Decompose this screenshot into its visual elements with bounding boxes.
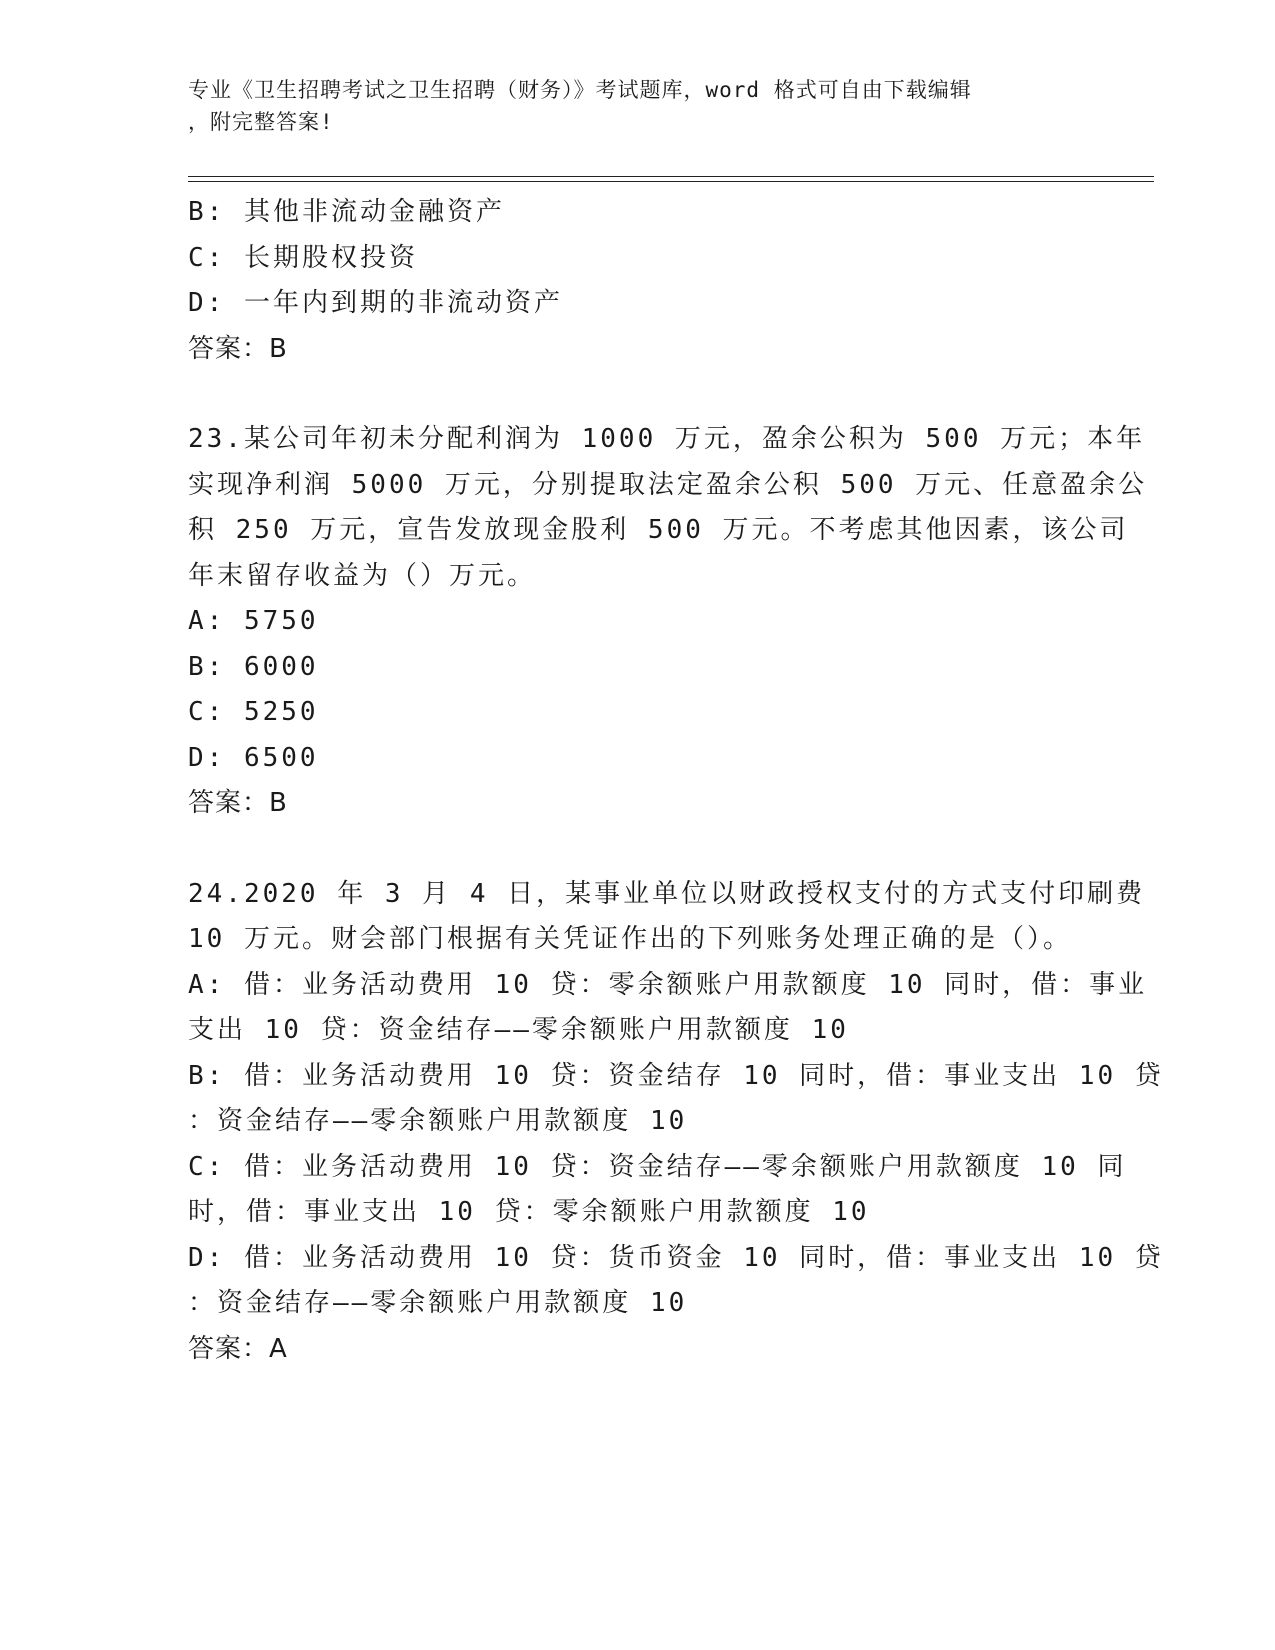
option-b-line: B: 借：业务活动费用 10 贷：资金结存 10 同时，借：事业支出 10 贷 (188, 1060, 1164, 1091)
option-b-line: ：资金结存——零余额账户用款额度 10 (188, 1106, 688, 1136)
option-c: C: 5250 (188, 697, 319, 727)
option-d: D: 6500 (188, 742, 319, 773)
option-a-line: 支出 10 贷：资金结存——零余额账户用款额度 10 (188, 1015, 849, 1045)
answer: 答案：A (188, 1333, 288, 1364)
document-body (188, 190, 1164, 1372)
header-line-2: ，附完整答案! (188, 110, 334, 134)
option-d-line: D: 借：业务活动费用 10 贷：货币资金 10 同时，借：事业支出 10 贷 (188, 1242, 1164, 1273)
question-stem-line: 23.某公司年初未分配利润为 1000 万元，盈余公积为 500 万元；本年 (188, 424, 1146, 454)
option-c-line: C: 借：业务活动费用 10 贷：资金结存——零余额账户用款额度 10 同 (188, 1151, 1127, 1182)
question-stem-line: 10 万元。财会部门根据有关凭证作出的下列账务处理正确的是（）。 (188, 924, 1072, 954)
answer: 答案：B (188, 333, 288, 364)
header-rule-bottom (188, 181, 1154, 182)
option-a-line: A: 借：业务活动费用 10 贷：零余额账户用款额度 10 同时，借：事业 (188, 969, 1148, 1000)
question-stem-line: 24.2020 年 3 月 4 日，某事业单位以财政授权支付的方式支付印刷费 (188, 878, 1146, 909)
option-b: B: 6000 (188, 651, 319, 682)
spacer (188, 827, 1088, 872)
question-22-continued (188, 190, 1088, 372)
option-b: B: 其他非流动金融资产 (188, 197, 505, 227)
question-stem-line: 实现净利润 5000 万元，分别提取法定盈余公积 500 万元、任意盈余公 (188, 469, 1148, 500)
option-a: A: 5750 (188, 606, 319, 636)
question-stem-line: 积 250 万元，宣告发放现金股利 500 万元。不考虑其他因素，该公司 (188, 515, 1129, 545)
question-24 (188, 872, 1164, 1373)
option-d: D: 一年内到期的非流动资产 (188, 288, 563, 318)
option-d-line: ：资金结存——零余额账户用款额度 10 (188, 1288, 688, 1318)
question-23 (188, 417, 1148, 827)
option-c-line: 时，借：事业支出 10 贷：零余额账户用款额度 10 (188, 1197, 870, 1227)
header-rule-top (188, 176, 1154, 177)
spacer (188, 372, 1088, 417)
question-stem-line: 年末留存收益为（）万元。 (188, 560, 537, 591)
answer: 答案：B (188, 788, 288, 818)
header-line-1: 专业《卫生招聘考试之卫生招聘（财务）》考试题库，word 格式可自由下载编辑 (188, 78, 972, 102)
option-c: C: 长期股权投资 (188, 242, 418, 273)
document-header (188, 74, 1068, 138)
